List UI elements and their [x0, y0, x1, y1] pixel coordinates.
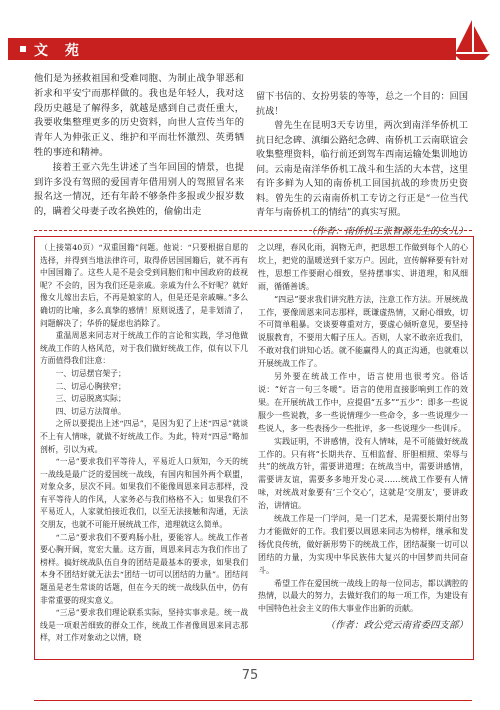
- paragraph: 留下书信的、女扮男装的等等，总之一个目的：回国抗战！: [256, 92, 468, 117]
- article-column-bottom-left: [40, 242, 248, 645]
- paragraph: 曾先生在昆明3天专访里，两次到南洋华侨机工抗日纪念碑、滇缅公路纪念碑、南侨机工云南联谊会收集整理资料，临行前还到驾车西南运输处集训地访问。云南是南洋华侨机工战斗和生活的大本营，这里有许多鲜为人知的南侨机工回国抗战的珍贵历史资料。曾先生的云南南侨机工专访之行正是“一位当代青年与南侨机工的情结”的真实写照。: [256, 121, 468, 218]
- list-item: 三、切忌脱离实际；: [55, 394, 126, 404]
- list-item: 二、切忌心胸狭窄；: [55, 381, 126, 391]
- paragraph: 实践证明，不讲感情，没有人情味，是不可能做好统战工作的。只有将“长期共存、互相监督、肝胆相照、荣辱与共”的统战方针，需要讲道理；在统战当中，需要讲感情，需要讲友谊，需要多多地开发心灵……统战工作要有人情味，对统战对象要有‘三个交心’，这就是‘交朋友’，要讲政治，讲情谊。: [258, 436, 468, 511]
- page-header: [0, 0, 500, 62]
- list-item: 一、切忌摆官架子；: [55, 368, 126, 378]
- paragraph: 之以理，春风化雨，润物无声，把思想工作做到每个人的心坎上，把党的温暖送到千家万户。因此，宣传解释要有针对性，思想工作要耐心细致，坚持摆事实、讲道理，和风细雨，循循善诱。: [258, 243, 468, 291]
- author-byline: （作者：政公党云南省委四支部）: [325, 620, 468, 632]
- sailboat-icon: [452, 18, 492, 62]
- page-number: 75: [241, 668, 259, 683]
- paragraph: 希望工作在爱国统一战线上的每一位同志，都以满腔的热情，以最大的努力，去做好我们的每一项工作，为建设有中国特色社会主义的伟大事业作出新的贡献。: [258, 578, 468, 614]
- article-column-bottom-right: [258, 242, 468, 633]
- article-column-top-left: [34, 72, 244, 220]
- paragraph: “一忌”要求我们平等待人，平易近人口须知，今天的统一战线是最广泛的爱国统一战线，有国内和国外两个联盟，对象众多，层次不同。如果我们不能像周恩来同志那样，没有平等待人的作风，人家务必与我们格格不入；如果我们不平易近人，人家就怕接近我们，以至无法接触和沟通，无法交朋友，也就不可能开展统战工作，道理就这么简单。: [40, 457, 248, 530]
- article-column-top-right: [256, 90, 468, 239]
- paragraph: “二忌”要求我们不要鸡肠小肚，要能容人。统战工作者要心胸开阔，宽宏大量。这方面，周恩来同志为我们作出了榜样。搞好统战队伍自身的团结是最基本的要求，如果我们本身不团结好就无法去“团结一切可以团结的力量”。团结问题虽是老生常谈的话题，但在今天的统一战线队伍中，仍有非常重要的现实意义。: [40, 532, 248, 605]
- list-item: 四、切忌方法简单。: [55, 406, 126, 416]
- paragraph: “三忌”要求我们理论联系实际，坚持实事求是。统一战线是一项艰苦细致的群众工作，统战工作者像周恩来同志那样，对工作对象动之以情，晓: [40, 608, 248, 643]
- footer-rule: [34, 700, 472, 701]
- section-divider: [34, 230, 472, 231]
- paragraph: 统战工作是一门学问，是一门艺术，是需要长期付出努力才能做好的工作。我们要以周恩来同志为榜样，继承和发扬优良传统，做好新形势下的统战工作，团结凝聚一切可以团结的力量，为实现中华民族伟大复兴的中国梦而共同奋斗。: [258, 514, 468, 575]
- paragraph: （上接第40页）“双重国籍”问题。他说：“只要根据自愿的选择，并得到当地法律许可，取得侨居国国籍后，就不再有中国国籍了。这些人是不是会受到同胞们和中国政府的歧视呢？不会的，因为我们还是亲戚。亲戚为什么不好呢？就好像女儿嫁出去后，不再是娘家的人，但是还是亲戚嘛。”多么确切的比喻，多么真挚的感情！原则说透了，是非划清了，问题解决了；华侨的疑虑也消除了。: [40, 243, 248, 328]
- paragraph: 他们是为拯救祖国和受难同胞、为制止战争罪恶和祈求和平安宁而那样做的。我也是年轻人，我对这段历史越是了解得多，就越是感到自己责任重大，我要收集整理更多的历史资料，向世人宣传当年的青年人为伸张正义、维护和平而壮怀激烈、英勇牺牲的事迹和精神。: [34, 73, 244, 158]
- paragraph: 重温周恩来同志对于统战工作的言论和实践，学习他做统战工作的人格风范，对于我们做好统战工作，似有以下几方面值得我们注意：: [40, 331, 248, 366]
- paragraph: “四忌”要求我们讲究胜方法，注意工作方法。开展统战工作，要像周恩来同志那样，既谦虚热情，又耐心细致，切不可简单粗暴。交谈要尊重对方，要虚心倾听意见，要坚持说服教育，不要用大帽子压人。否则，人家不敢亲近我们，不敢对我们讲知心话。就不能赢得人的真正沟通，也就难以开展统战工作了。: [258, 294, 468, 369]
- section-title: 文 苑: [34, 43, 85, 59]
- banner-marker: [20, 46, 26, 52]
- paragraph: 接着王亚六先生讲述了当年回国的情景，也提到许多没有驾照的爱国青年借用别人的驾照冒名来报名这一情况，还有年龄不够条件多报或少报岁数的，瞒着父母妻子改名换姓的，偷偷出走: [34, 161, 244, 218]
- paragraph: 另外要在统战工作中，语言使用也很考究。俗话说：“好言一句三冬暖”。语言的使用直接影响到工作的效果。在开展统战工作中，应提倡“五多”“五少”：即多一些说服少一些说教，多一些说情理少一些命令，多一些说理少一些说人，多一些表扬少一些批评，多一些说理少一些训斥。: [258, 372, 468, 433]
- author-byline: （作者：南侨机工张智源先生的女儿）: [306, 225, 468, 237]
- paragraph: 之所以要提出上述“四忌”，是因为犯了上述“四忌”就谈不上有人情味，就做不好统战工作。为此，特对“四忌”略加剖析，引以为戒。: [40, 419, 248, 454]
